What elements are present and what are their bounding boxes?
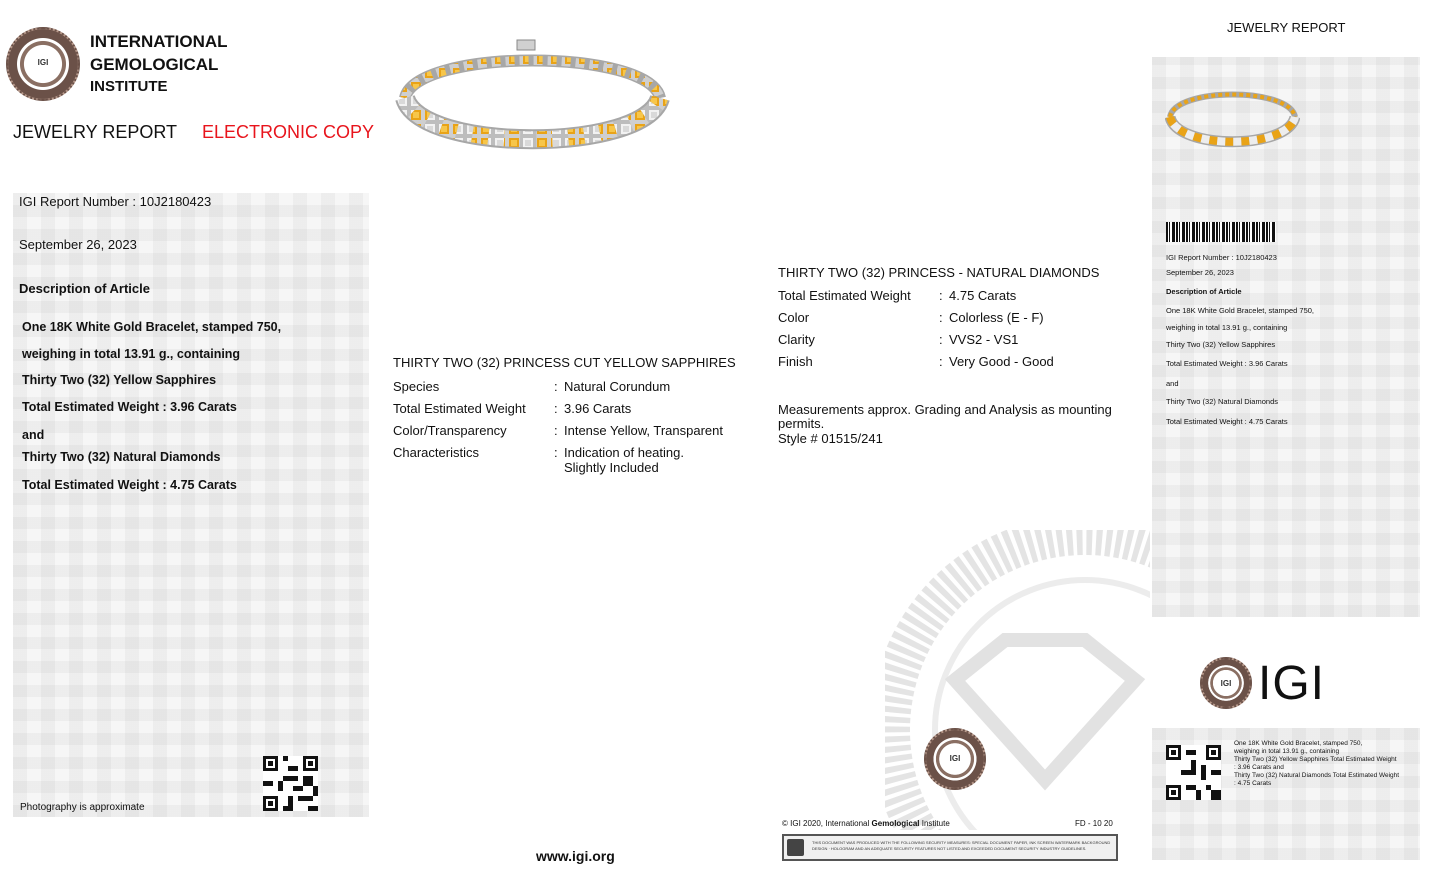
report-title: JEWELRY REPORT bbox=[13, 122, 178, 142]
diamond-label: Color bbox=[778, 310, 810, 325]
diamond-sep: : bbox=[939, 310, 943, 325]
diamond-sep: : bbox=[939, 288, 943, 303]
diamond-sep: : bbox=[939, 354, 943, 369]
sapphire-label: Total Estimated Weight bbox=[393, 401, 526, 416]
report-number: IGI Report Number : 10J2180423 bbox=[19, 194, 212, 209]
description-line: One 18K White Gold Bracelet, stamped 750, bbox=[22, 320, 282, 334]
description-line: weighing in total 13.91 g., containing bbox=[22, 347, 241, 361]
website-link[interactable]: www.igi.org bbox=[536, 848, 615, 864]
seal-label: IGI bbox=[1220, 679, 1232, 689]
sapphire-value: Natural Corundum bbox=[564, 379, 671, 394]
diamond-label: Finish bbox=[778, 354, 813, 369]
sapphire-sep: : bbox=[554, 445, 558, 460]
diamond-label: Total Estimated Weight bbox=[778, 288, 911, 303]
sapphire-sep: : bbox=[554, 423, 558, 438]
copyright-prefix: © IGI 2020, International bbox=[782, 819, 872, 828]
sapphire-sep: : bbox=[554, 379, 558, 394]
igi-seal-logo bbox=[6, 27, 80, 101]
stub-description-line: One 18K White Gold Bracelet, stamped 750, bbox=[1166, 306, 1314, 315]
diamond-sep: : bbox=[939, 332, 943, 347]
institute-name-line3: INSTITUTE bbox=[90, 78, 168, 95]
description-line: and bbox=[22, 428, 45, 442]
sapphire-label: Characteristics bbox=[393, 445, 479, 460]
institute-name-line1: INTERNATIONAL bbox=[90, 32, 228, 51]
stub-date: September 26, 2023 bbox=[1166, 268, 1234, 277]
stub-description-line: weighing in total 13.91 g., containing bbox=[1166, 323, 1288, 332]
stub-small-line: Thirty Two (32) Natural Diamonds Total Estimated Weight bbox=[1234, 772, 1400, 779]
stub-description-title: Description of Article bbox=[1166, 287, 1242, 296]
security-strip bbox=[782, 834, 1118, 861]
diamond-section-title: THIRTY TWO (32) PRINCESS - NATURAL DIAMONDS bbox=[778, 265, 1100, 280]
stub-small-line: : 4.75 Carats bbox=[1234, 780, 1272, 787]
sapphire-label: Species bbox=[393, 379, 440, 394]
sapphire-value: Indication of heating. bbox=[564, 445, 684, 460]
copyright bbox=[782, 819, 950, 828]
stub-small-line: : 3.96 Carats and bbox=[1234, 764, 1284, 771]
stub-small-line: weighing in total 13.91 g., containing bbox=[1234, 748, 1340, 755]
seal-label: IGI bbox=[949, 754, 961, 764]
igi-emblem-watermark bbox=[885, 530, 1150, 830]
electronic-copy-label: ELECTRONIC COPY bbox=[202, 122, 375, 142]
stub-description-line: Thirty Two (32) Yellow Sapphires bbox=[1166, 340, 1276, 349]
description-line: Total Estimated Weight : 3.96 Carats bbox=[22, 400, 237, 414]
barcode bbox=[1166, 222, 1276, 242]
sapphire-label: Color/Transparency bbox=[393, 423, 507, 438]
igi-seal-small bbox=[924, 728, 986, 790]
seal-label: IGI bbox=[37, 58, 49, 68]
description-line: Thirty Two (32) Yellow Sapphires bbox=[22, 373, 217, 387]
stub-small-line: One 18K White Gold Bracelet, stamped 750, bbox=[1234, 740, 1363, 747]
stub-report-number: IGI Report Number : 10J2180423 bbox=[1166, 253, 1277, 262]
institute-name-line2: GEMOLOGICAL bbox=[90, 55, 219, 74]
stub-logo-text: IGI bbox=[1258, 657, 1326, 710]
stub-bracelet-photo bbox=[1165, 82, 1300, 157]
sapphire-sep: : bbox=[554, 401, 558, 416]
sapphire-value: Intense Yellow, Transparent bbox=[564, 423, 724, 438]
qr-code[interactable] bbox=[263, 756, 318, 811]
diamond-label: Clarity bbox=[778, 332, 815, 347]
stub-description-line: Total Estimated Weight : 4.75 Carats bbox=[1166, 417, 1288, 426]
photography-note: Photography is approximate bbox=[20, 802, 145, 813]
stub-small-line: Thirty Two (32) Yellow Sapphires Total Estimated Weight bbox=[1234, 756, 1397, 763]
form-code: FD - 10 20 bbox=[1075, 819, 1113, 828]
security-text: THIS DOCUMENT WAS PRODUCED WITH THE FOLLOWING SECURITY MEASURES: SPECIAL DOCUMENT PAPER, INK SCREEN WATERMARK BACKGROUND DESIGN · HOLOGRAM AND AN ADEQUATE SECURITY FEATURES NOT LISTED AND EXCEEDED DOCUMENT SECURITY INDUSTRY GUIDELINES. bbox=[812, 840, 1111, 851]
description-title: Description of Article bbox=[19, 281, 150, 296]
diamond-value: 4.75 Carats bbox=[949, 288, 1017, 303]
description-line: Total Estimated Weight : 4.75 Carats bbox=[22, 478, 237, 492]
stub-qr-code[interactable] bbox=[1166, 745, 1221, 800]
stub-description-line: Thirty Two (32) Natural Diamonds bbox=[1166, 397, 1278, 406]
bracelet-photo bbox=[395, 38, 670, 168]
stub-igi-seal bbox=[1200, 657, 1252, 709]
sapphire-section-title: THIRTY TWO (32) PRINCESS CUT YELLOW SAPPHIRES bbox=[393, 355, 736, 370]
stub-description-line: Total Estimated Weight : 3.96 Carats bbox=[1166, 359, 1288, 368]
copyright-bold: Gemological bbox=[871, 819, 920, 828]
diamond-value: VVS2 - VS1 bbox=[949, 332, 1019, 347]
measurements-note-line2: permits. bbox=[778, 416, 825, 431]
copyright-suffix: Institute bbox=[919, 819, 950, 828]
stub-report-title: JEWELRY REPORT bbox=[1227, 20, 1346, 35]
measurements-note: Measurements approx. Grading and Analysis as mounting bbox=[778, 402, 1112, 417]
description-line: Thirty Two (32) Natural Diamonds bbox=[22, 450, 221, 464]
diamond-value: Colorless (E - F) bbox=[949, 310, 1044, 325]
style-number: Style # 01515/241 bbox=[778, 431, 883, 446]
sapphire-value-line2: Slightly Included bbox=[564, 460, 659, 475]
sapphire-value: 3.96 Carats bbox=[564, 401, 632, 416]
stub-description-line: and bbox=[1166, 379, 1179, 388]
report-date: September 26, 2023 bbox=[19, 237, 137, 252]
diamond-value: Very Good - Good bbox=[949, 354, 1054, 369]
lock-icon bbox=[787, 839, 804, 856]
